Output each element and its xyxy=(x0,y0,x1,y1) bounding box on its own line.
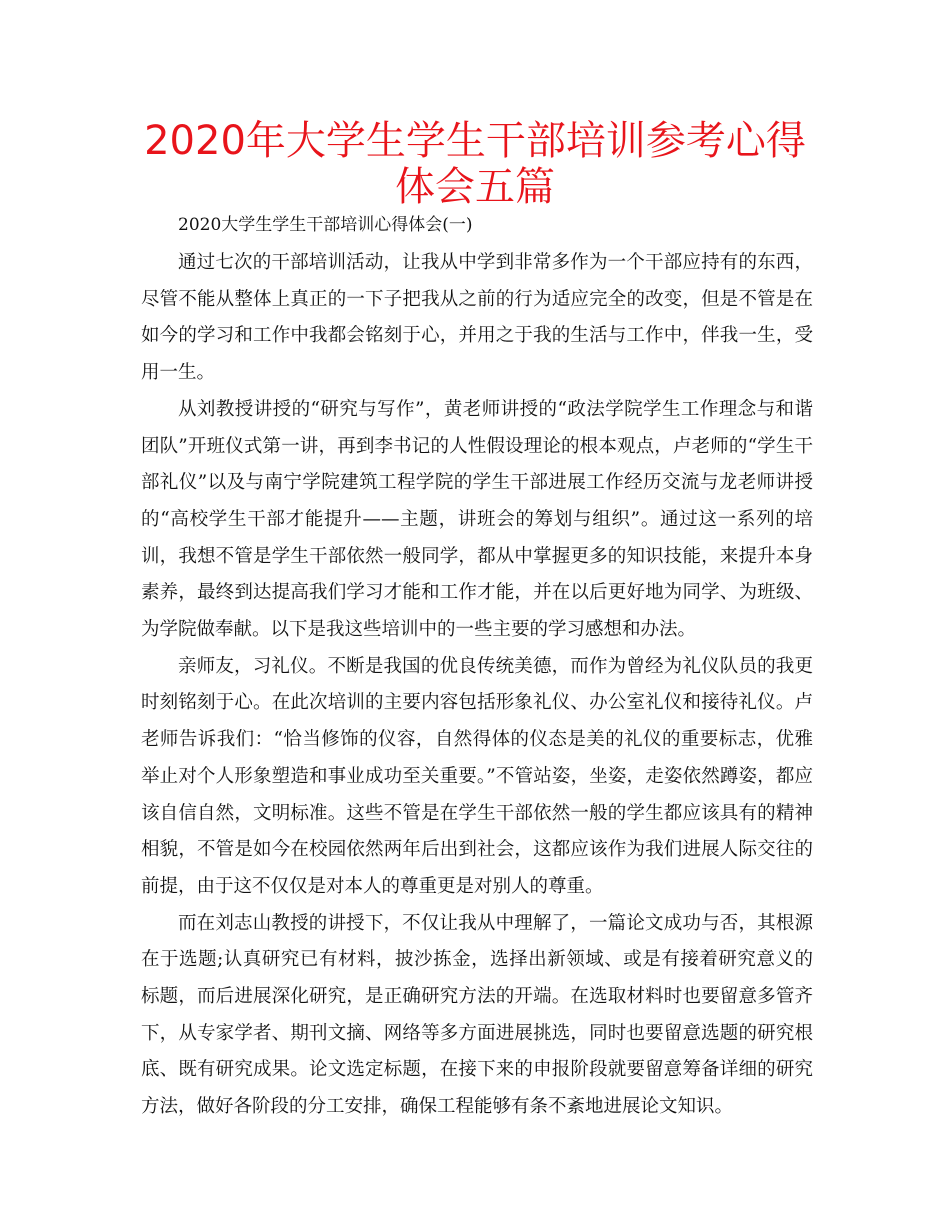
paragraph-2: 从刘教授讲授的“研究与写作”，黄老师讲授的“政法学院学生工作理念与和谐团队”开班仪式第一讲，再到李书记的人性假设理论的根本观点，卢老师的“学生干部礼仪”以及与南宁学院建筑工程学院的学生干部进展工作经历交流与龙老师讲授的“高校学生干部才能提升——主题，讲班会的筹划与组织”。通过这一系列的培训，我想不管是学生干部依然一般同学，都从中掌握更多的知识技能，来提升本身素养，最终到达提高我们学习才能和工作才能，并在以后更好地为同学、为班级、为学院做奉献。以下是我这些培训中的一些主要的学习感想和办法。 xyxy=(141,398,813,641)
paragraph-1: 通过七次的干部培训活动，让我从中学到非常多作为一个干部应持有的东西，尽管不能从整体上真正的一下子把我从之前的行为适应完全的改变，但是不管是在如今的学习和工作中我都会铭刻于心，并用之于我的生活与工作中，伴我一生，受用一生。 xyxy=(141,252,813,384)
body-text xyxy=(141,245,813,1126)
section-subtitle: 2020大学生学生干部培训心得体会(一) xyxy=(178,215,473,235)
paragraph-3: 亲师友，习礼仪。不断是我国的优良传统美德，而作为曾经为礼仪队员的我更时刻铭刻于心。在此次培训的主要内容包括形象礼仪、办公室礼仪和接待礼仪。卢老师告诉我们：“恰当修饰的仪容，自然得体的仪态是美的礼仪的重要标志，优雅举止对个人形象塑造和事业成功至关重要。”不管站姿，坐姿，走姿依然蹲姿，都应该自信自然，文明标准。这些不管是在学生干部依然一般的学生都应该具有的精神相貌，不管是如今在校园依然两年后出到社会，这都应该作为我们进展人际交往的前提，由于这不仅仅是对本人的尊重更是对别人的尊重。 xyxy=(141,655,813,897)
document-title: 2020年大学生学生干部培训参考心得体会五篇 xyxy=(144,118,806,210)
paragraph-4: 而在刘志山教授的讲授下，不仅让我从中理解了，一篇论文成功与否，其根源在于选题;认真研究已有材料，披沙拣金，选择出新领域、或是有接着研究意义的标题，而后进展深化研究，是正确研究方法的开端。在选取材料时也要留意多管齐下，从专家学者、期刊文摘、网络等多方面进展挑选，同时也要留意选题的研究根底、既有研究成果。论文选定标题，在接下来的申报阶段就要留意筹备详细的研究方法，做好各阶段的分工安排，确保工程能够有条不紊地进展论文知识。 xyxy=(141,912,813,1118)
